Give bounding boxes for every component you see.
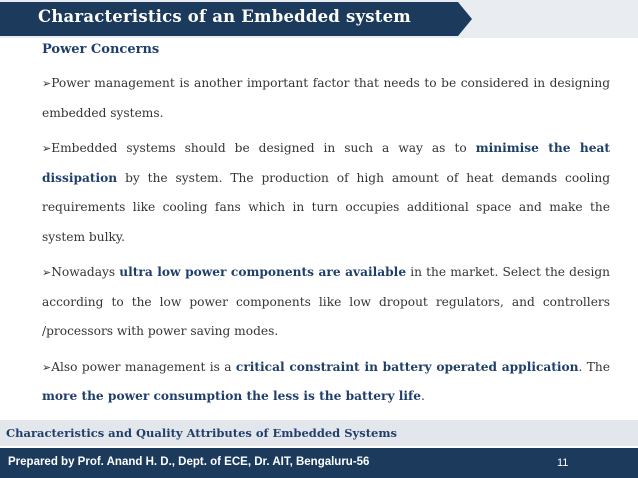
paragraph-text: Also power management is a — [51, 359, 236, 374]
paragraph-text: by the system. The production of high amount of heat demands cooling requirements like cooling fans which in turn occupies additional space and make the system bulky. — [42, 170, 610, 244]
slide-title: Characteristics of an Embedded system — [38, 7, 411, 26]
paragraph-text: in the market. Select the design according to the low power components like low dropout regulators, and controllers /processors with power saving modes. — [42, 265, 610, 338]
paragraph-text: Power management is another important factor that needs to be considered in designing embedded systems. — [42, 76, 610, 120]
bullet-arrow-icon: ➢ — [42, 266, 52, 279]
bullet-paragraph — [42, 258, 610, 347]
section-heading: Power Concerns — [42, 42, 160, 57]
paragraph-text: Embedded systems should be designed in such a way as to — [51, 141, 476, 155]
paragraph-text: Nowadays — [51, 265, 120, 279]
bullet-paragraph — [42, 134, 610, 252]
highlight-text: minimise the heat dissipation — [42, 141, 611, 185]
author-credit: Prepared by Prof. Anand H. D., Dept. of ECE, Dr. AIT, Bengaluru-56 — [8, 456, 370, 468]
bullet-arrow-icon: ➢ — [42, 142, 52, 155]
footer-caption: Characteristics and Quality Attributes of Embedded Systems — [6, 426, 397, 440]
highlight-text: ultra low power components are available — [119, 265, 407, 279]
bullet-arrow-icon: ➢ — [42, 360, 52, 374]
page-number: 11 — [557, 457, 569, 469]
paragraph-text: . The — [578, 359, 610, 374]
highlight-text: critical constraint in battery operated application — [235, 359, 579, 374]
bullet-paragraph — [42, 353, 610, 412]
bullet-paragraph — [42, 69, 610, 128]
highlight-text: more the power consumption the less is the battery life — [42, 389, 422, 403]
bullet-arrow-icon: ➢ — [42, 77, 52, 90]
slide-content — [42, 69, 610, 412]
paragraph-text: . — [421, 389, 425, 403]
